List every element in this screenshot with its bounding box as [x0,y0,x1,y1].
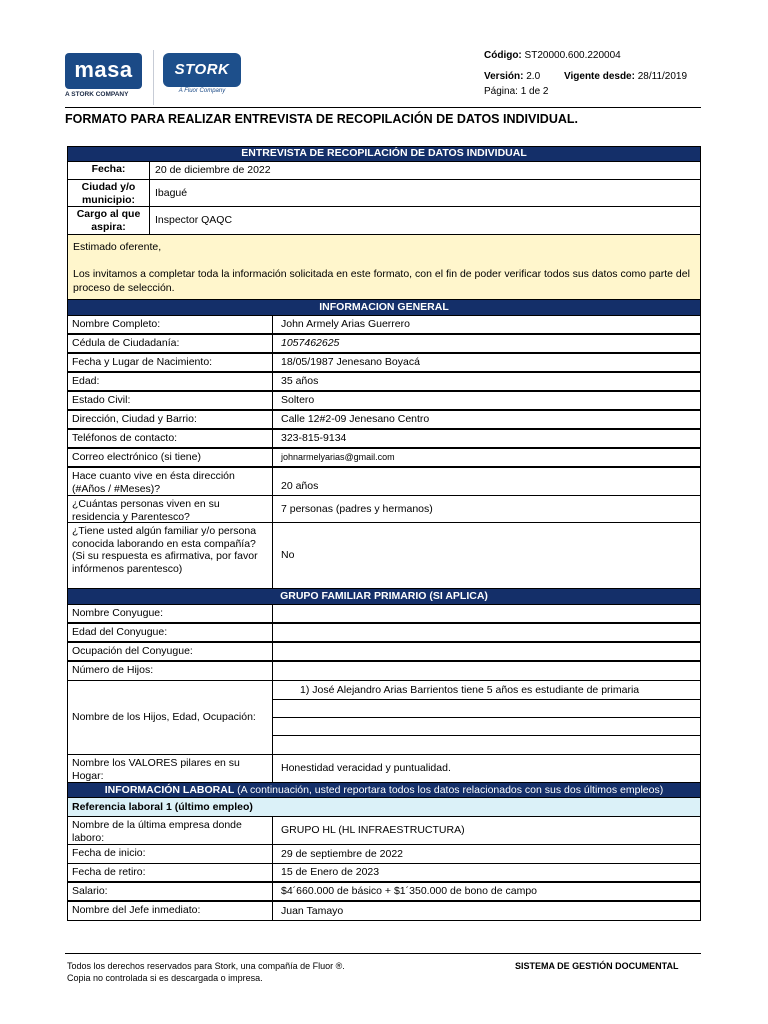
cedula-label: Cédula de Ciudadanía: [67,334,273,353]
hijo-line[interactable]: 1) José Alejandro Arias Barrientos tiene 5 años es estudiante de primaria [272,680,701,700]
document-title: FORMATO PARA REALIZAR ENTREVISTA DE RECOPILACIÓN DE DATOS INDIVIDUAL. [65,112,578,126]
masa-logo [65,53,142,105]
footer-system: SISTEMA DE GESTIÓN DOCUMENTAL [515,961,679,971]
doc-code [484,50,621,62]
jefe-inmediato-label: Nombre del Jefe inmediato: [67,901,273,921]
fecha-lugar-nacimiento-label: Fecha y Lugar de Nacimiento: [67,353,273,372]
cargo-label: Cargo al que aspira: [67,206,150,235]
personas-residencia-field[interactable]: 7 personas (padres y hermanos) [272,495,701,523]
fecha-inicio-field[interactable]: 29 de septiembre de 2022 [272,844,701,864]
correo-label: Correo electrónico (si tiene) [67,448,273,467]
section-band-entrevista: ENTREVISTA DE RECOPILACIÓN DE DATOS INDIVIDUAL [67,146,701,162]
ciudad-label: Ciudad y/o municipio: [67,179,150,207]
estado-civil-field[interactable]: Soltero [272,391,701,410]
doc-code-value: ST20000.600.220004 [524,50,621,61]
hijo-line[interactable] [272,699,701,718]
ocupacion-conyugue-field[interactable] [272,642,701,661]
telefonos-label: Teléfonos de contacto: [67,429,273,448]
laboral-band-note: (A continuación, usted reportara todos los datos relacionados con sus dos últimos empleos) [234,784,664,796]
doc-page-number: Página: 1 de 2 [484,86,549,97]
fecha-label: Fecha: [67,161,150,180]
stork-logo-subtitle: A Fluor Company [178,88,226,94]
section-band-familiar: GRUPO FAMILIAR PRIMARIO (SI APLICA) [67,588,701,605]
fecha-inicio-label: Fecha de inicio: [67,844,273,864]
intro-notice [67,234,701,300]
fecha-lugar-nacimiento-field[interactable]: 18/05/1987 Jenesano Boyacá [272,353,701,372]
familiar-empresa-field[interactable]: No [272,522,701,589]
hijo-line[interactable] [272,717,701,736]
section-band-laboral [67,782,701,798]
doc-version-label: Versión: [484,71,524,82]
doc-version [484,71,540,83]
section-band-general: INFORMACION GENERAL [67,299,701,316]
footer-copy-note: Copia no controlada si es descargada o impresa. [67,973,263,983]
header-rule [65,107,701,108]
laboral-band-title: INFORMACIÓN LABORAL [104,784,235,796]
fecha-retiro-field[interactable]: 15 de Enero de 2023 [272,863,701,882]
salario-field[interactable]: $4´660.000 de básico + $1´350.000 de bono de campo [272,882,701,901]
telefonos-field[interactable]: 323-815-9134 [272,429,701,448]
correo-field[interactable]: johnarmelyarias@gmail.com [272,448,701,467]
jefe-inmediato-field[interactable]: Juan Tamayo [272,901,701,921]
empresa-label: Nombre de la última empresa donde laboro: [67,816,273,845]
numero-hijos-label: Número de Hijos: [67,661,273,681]
numero-hijos-field[interactable] [272,661,701,681]
stork-logo-mark: STORK [163,53,241,87]
logo-divider [153,50,154,105]
stork-logo [163,53,241,93]
fecha-field[interactable]: 20 de diciembre de 2022 [149,161,701,180]
ocupacion-conyugue-label: Ocupación del Conyugue: [67,642,273,661]
personas-residencia-label: ¿Cuántas personas viven en su residencia y Parentesco? [67,495,273,523]
masa-logo-subtitle: A STORK COMPANY [65,91,129,98]
footer-rule [65,953,701,954]
edad-label: Edad: [67,372,273,391]
cargo-field[interactable]: Inspector QAQC [149,206,701,235]
doc-effective-date [564,71,687,83]
nombre-completo-field[interactable]: John Armely Arias Guerrero [272,315,701,334]
referencia-laboral-1-label: Referencia laboral 1 (último empleo) [72,801,253,813]
valores-field[interactable]: Honestidad veracidad y puntualidad. [272,754,701,783]
tiempo-residencia-label: Hace cuanto vive en ésta dirección (#Años / #Meses)? [67,467,273,496]
nombre-completo-label: Nombre Completo: [67,315,273,334]
ciudad-field[interactable]: Ibagué [149,179,701,207]
edad-conyugue-field[interactable] [272,623,701,642]
doc-effective-label: Vigente desde: [564,71,635,82]
hijo-line[interactable] [272,735,701,755]
footer-rights: Todos los derechos reservados para Stork, una compañía de Fluor ®. [67,961,345,971]
cedula-field[interactable]: 1057462625 [272,334,701,353]
doc-version-value: 2.0 [526,71,541,82]
hijos-label: Nombre de los Hijos, Edad, Ocupación: [67,680,273,755]
empresa-field[interactable]: GRUPO HL (HL INFRAESTRUCTURA) [272,816,701,845]
estado-civil-label: Estado Civil: [67,391,273,410]
doc-effective-value: 28/11/2019 [637,71,688,82]
fecha-retiro-label: Fecha de retiro: [67,863,273,882]
edad-field[interactable]: 35 años [272,372,701,391]
nombre-conyugue-field[interactable] [272,604,701,623]
intro-text: Los invitamos a completar toda la información solicitada en este formato, con el fin de poder verificar todos sus datos como parte del proceso de selección. [73,268,690,294]
direccion-field[interactable]: Calle 12#2-09 Jenesano Centro [272,410,701,429]
doc-code-label: Código: [484,50,522,61]
intro-greeting: Estimado oferente, [73,241,162,253]
nombre-conyugue-label: Nombre Conyugue: [67,604,273,623]
familiar-empresa-label: ¿Tiene usted algún familiar y/o persona conocida laborando en esta compañía? (Si su respuesta es afirmativa, por favor infórmenos parentesco) [67,522,273,589]
salario-label: Salario: [67,882,273,901]
masa-logo-mark: masa [65,53,142,89]
valores-label: Nombre los VALORES pilares en su Hogar: [67,754,273,783]
edad-conyugue-label: Edad del Conyugue: [67,623,273,642]
direccion-label: Dirección, Ciudad y Barrio: [67,410,273,429]
referencia-laboral-1-title [67,797,701,817]
tiempo-residencia-field[interactable]: 20 años [272,467,701,496]
